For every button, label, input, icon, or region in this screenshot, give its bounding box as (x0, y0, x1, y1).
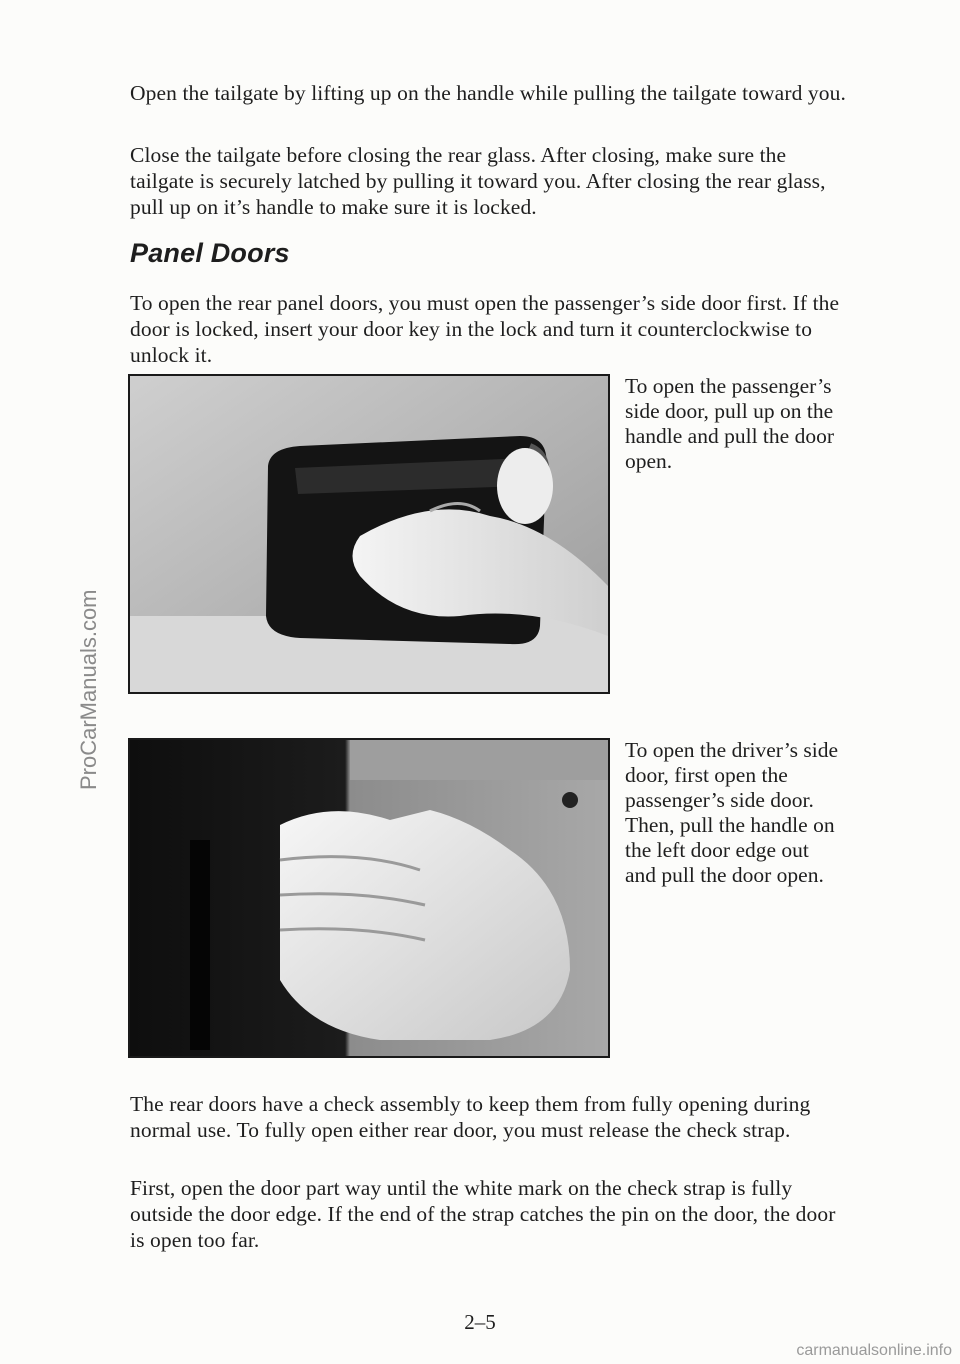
driver-door-handle-image (130, 740, 608, 1056)
passenger-door-handle-image (130, 376, 608, 692)
side-watermark: ProCarManuals.com (76, 589, 101, 790)
page-number: 2–5 (464, 1310, 496, 1334)
driver-door-caption: To open the driver’s side door, first open the passenger’s side door. Then, pull the handle on the left door edge out and pull the door open. (625, 738, 839, 887)
driver-door-handle-photo (128, 738, 610, 1058)
section-heading-panel-doors: Panel Doors (130, 238, 290, 268)
check-assembly-paragraph: The rear doors have a check assembly to keep them from fully opening during normal use. To fully open either rear door, you must release the check strap. (130, 1092, 811, 1142)
passenger-door-handle-photo (128, 374, 610, 694)
tailgate-close-paragraph: Close the tailgate before closing the rear glass. After closing, make sure the tailgate is securely latched by pulling it toward you. After closing the rear glass, pull up on it’s handle to make sure it is locked. (130, 143, 826, 219)
passenger-door-caption: To open the passenger’s side door, pull up on the handle and pull the door open. (625, 374, 834, 473)
bottom-watermark: carmanualsonline.info (796, 1342, 952, 1359)
tailgate-open-paragraph: Open the tailgate by lifting up on the handle while pulling the tailgate toward you. (130, 81, 846, 105)
check-strap-paragraph: First, open the door part way until the white mark on the check strap is fully outside the door edge. If the end of the strap catches the pin on the door, the door is open too far. (130, 1176, 836, 1252)
panel-doors-intro-paragraph: To open the rear panel doors, you must open the passenger’s side door first. If the door is locked, insert your door key in the lock and turn it counterclockwise to unlock it. (130, 291, 840, 367)
